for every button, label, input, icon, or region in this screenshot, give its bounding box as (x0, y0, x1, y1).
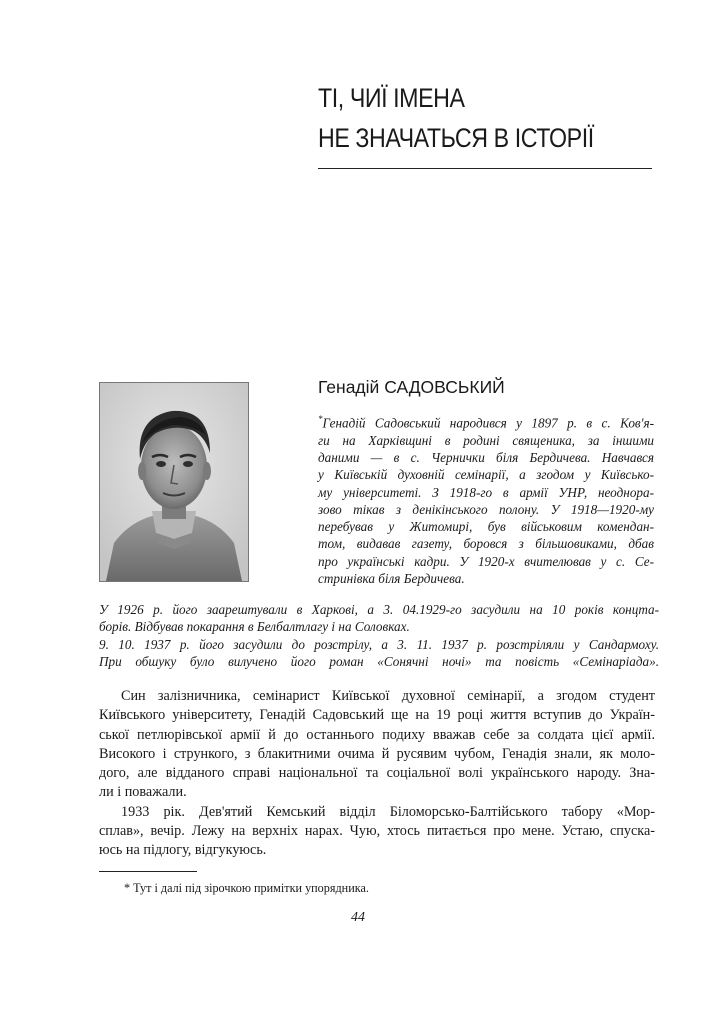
portrait-image (100, 383, 248, 581)
chapter-title-line-1: ТІ, ЧИЇ ІМЕНА (318, 83, 465, 113)
bio-line: даними — в с. Чернички біля Бердичева. Навчався (318, 449, 654, 465)
author-portrait (99, 382, 249, 582)
bio-line: борів. Відбував покарання в Белбалтлагу і на Соловках. (99, 619, 410, 635)
bio-line: У 1926 р. його заарештували в Харкові, а 3. 04.1929-го засудили на 10 років концта- (99, 602, 659, 617)
page-number: 44 (351, 910, 365, 925)
bio-line: том, видавав газету, боровся з більшовиками, дбав (318, 536, 654, 552)
title-divider (318, 168, 652, 169)
bio-line: *Генадій Садовський народився у 1897 р. в с. Ков'я- (318, 414, 654, 431)
text-line: дого, але відданого справі національної та соціальної волі українського народу. Зна- (99, 765, 655, 782)
text-line: Син залізничника, семінарист Київської духовної семінарії, а згодом студент (121, 688, 655, 704)
bio-line: му університеті. З 1918-го в армії УНР, неоднора- (318, 484, 654, 500)
footnote-divider (99, 871, 197, 872)
bio-line: При обшуку було вилучено його роман «Сонячні ночі» та повість «Семінаріада». (99, 653, 659, 669)
bio-line: зово тікав з денікінського полону. У 1918—1920-му (318, 501, 654, 517)
footnote: * Тут і далі під зірочкою примітки упорядника. (124, 881, 369, 895)
text-line: ли і поважали. (99, 784, 187, 801)
text-line: юсь на підлогу, відгукуюсь. (99, 842, 267, 859)
author-name (318, 377, 505, 398)
bio-line: ги на Харківщині в родині священика, за іншими (318, 432, 654, 448)
footnote-marker: * (318, 414, 323, 424)
chapter-title (318, 78, 610, 158)
text-line: сплав», вечір. Лежу на верхніх нарах. Чую, хтось питається про мене. Устаю, спуска- (99, 823, 655, 840)
text-line: Київського університету, Генадій Садовський ще на 19 році життя вступив до Україн- (99, 707, 655, 724)
text-line: ської петлюрівської армії й до останнього подиху вважав себе за солдата цієї армії. (99, 726, 655, 743)
main-text (99, 687, 655, 861)
chapter-title-line-2: НЕ ЗНАЧАТЬСЯ В ІСТОРІЇ (318, 123, 594, 153)
author-bio-full (99, 601, 659, 670)
text-line: Високого і стрункого, з блакитними очима й русявим чубом, Генадія знали, як моло- (99, 745, 655, 762)
text-line: 1933 рік. Дев'ятий Кемський відділ Біломорсько-Балтійського табору «Мор- (121, 803, 655, 820)
bio-line: про українські кадри. У 1920-х вчителював у с. Се- (318, 553, 654, 569)
bio-line: 9. 10. 1937 р. його засудили до розстрілу, а 3. 11. 1937 р. розстріляли у Сандармоху. (99, 636, 659, 652)
bio-line: перебував у Житомирі, був військовим комендан- (318, 519, 654, 535)
bio-line: стринівка біля Бердичева. (318, 571, 465, 587)
author-bio-side (318, 411, 654, 587)
bio-line: у Київській духовній семінарії, а згодом у Київсько- (318, 467, 654, 483)
author-first-name: Генадій (318, 377, 380, 397)
author-last-name: САДОВСЬКИЙ (384, 377, 505, 397)
